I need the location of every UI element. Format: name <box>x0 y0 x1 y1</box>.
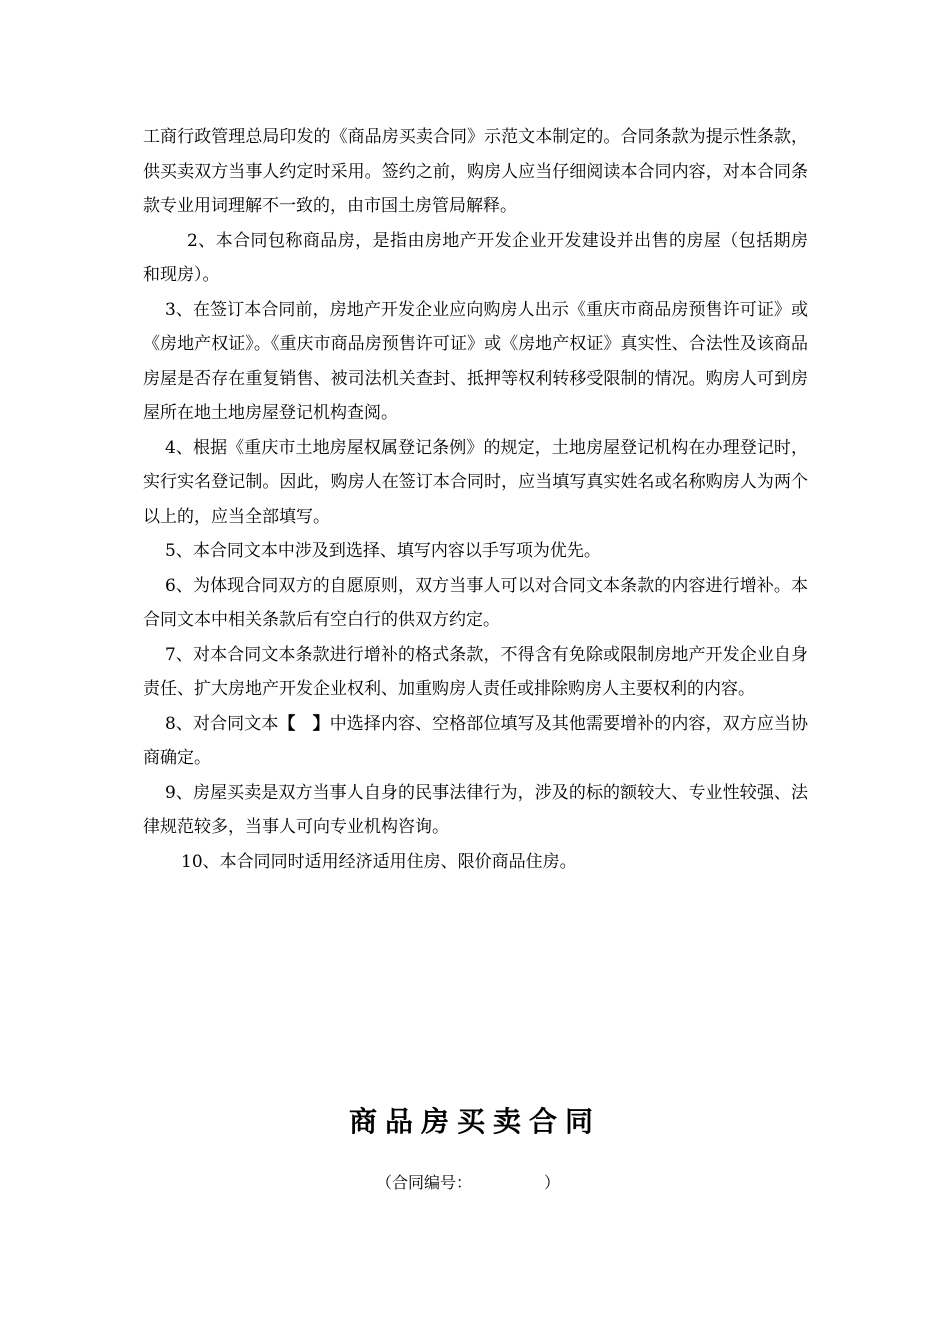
paragraph-6: 6、为体现合同双方的自愿原则，双方当事人可以对合同文本条款的内容进行增补。本合同文本中相关条款后有空白行的供双方约定。 <box>143 575 808 630</box>
paragraph-8-bracket: 【 】 <box>278 713 330 734</box>
contract-title: 商品房买卖合同 <box>348 1105 601 1138</box>
paragraph-8-before: 8、对合同文本 <box>165 713 279 734</box>
paragraph-8 <box>143 707 808 776</box>
paragraph-5: 5、本合同文本中涉及到选择、填写内容以手写项为优先。 <box>165 541 601 561</box>
paragraph-8-after: 中选择内容、空格部位填写及其他需要增补的内容，双方应当协商确定。 <box>143 713 809 768</box>
paragraph-7: 7、对本合同文本条款进行增补的格式条款，不得含有免除或限制房地产开发企业自身责任、扩大房地产开发企业权利、加重购房人责任或排除购房人主要权利的内容。 <box>143 644 808 699</box>
paragraph-3: 3、在签订本合同前，房地产开发企业应向购房人出示《重庆市商品房预售许可证》或《房地产权证》。《重庆市商品房预售许可证》或《房地产权证》真实性、合法性及该商品房屋是否存在重复销售、被司法机关查封、抵押等权利转移受限制的情况。购房人可到房屋所在地土地房屋登记机构查阅。 <box>143 299 808 423</box>
paragraph-10: 10、本合同同时适用经济适用住房、限价商品住房。 <box>181 851 577 872</box>
paragraph-4: 4、根据《重庆市土地房屋权属登记条例》的规定，土地房屋登记机构在办理登记时，实行实名登记制。因此，购房人在签订本合同时，应当填写真实姓名或名称购房人为两个以上的，应当全部填写。 <box>143 437 808 527</box>
contract-number: （合同编号： ） <box>376 1173 561 1192</box>
paragraph-2: 2、本合同包称商品房，是指由房地产开发企业开发建设并出售的房屋（包括期房和现房）。 <box>143 230 808 285</box>
paragraph-1: 工商行政管理总局印发的《商品房买卖合同》示范文本制定的。合同条款为提示性条款，供买卖双方当事人约定时采用。签约之前，购房人应当仔细阅读本合同内容，对本合同条款专业用词理解不一致的，由市国土房管局解释。 <box>143 127 808 216</box>
paragraph-9: 9、房屋买卖是双方当事人自身的民事法律行为，涉及的标的额较大、专业性较强、法律规范较多，当事人可向专业机构咨询。 <box>143 782 808 837</box>
instructions-body <box>143 120 808 879</box>
